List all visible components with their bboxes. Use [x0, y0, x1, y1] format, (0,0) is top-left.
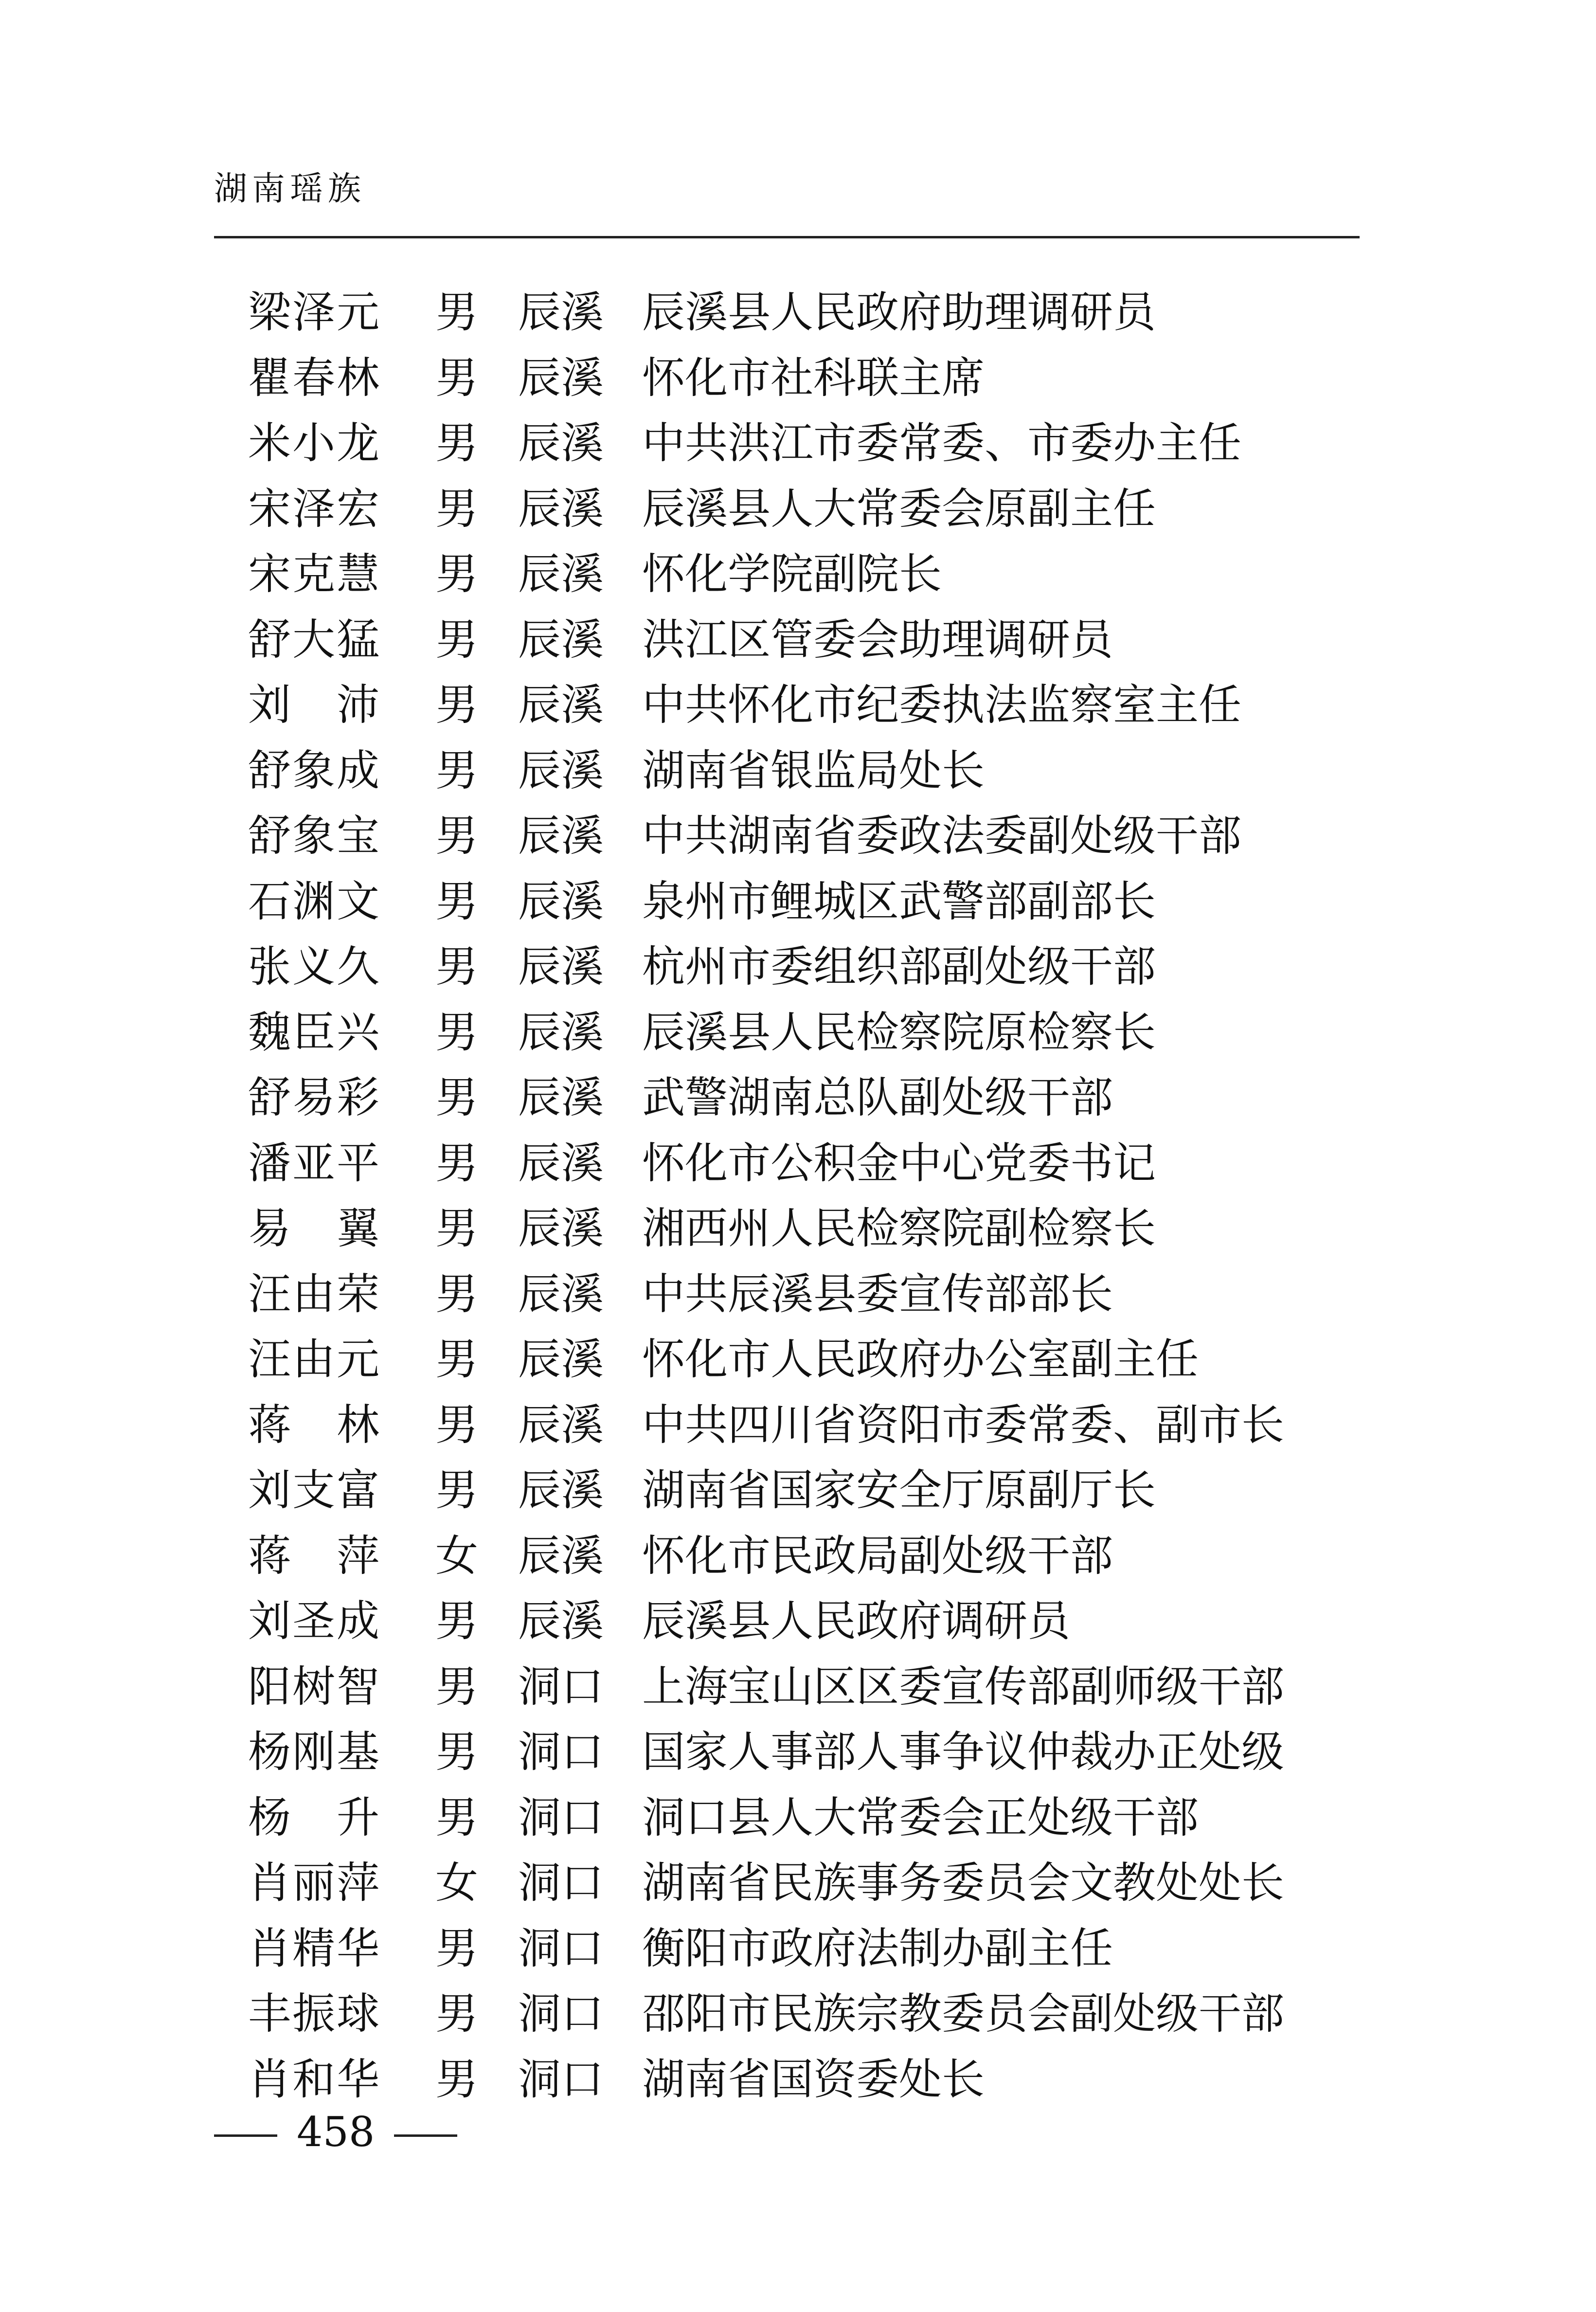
person-gender: 男 — [435, 745, 479, 795]
person-county: 辰溪 — [518, 1399, 604, 1450]
person-name: 蒋 萍 — [248, 1530, 379, 1581]
roster-row — [248, 1392, 1367, 1458]
person-position: 湘西州人民检察院副检察长 — [642, 1203, 1156, 1253]
personnel-roster — [248, 280, 1367, 2112]
person-name: 杨 升 — [248, 1792, 379, 1842]
person-name: 石渊文 — [248, 876, 379, 926]
person-position: 辰溪县人民检察院原检察长 — [642, 1007, 1156, 1057]
header-rule — [214, 236, 1360, 238]
person-name: 杨刚基 — [248, 1727, 379, 1777]
person-county: 洞口 — [518, 1923, 604, 1973]
person-position: 衡阳市政府法制办副主任 — [642, 1923, 1113, 1973]
roster-row — [248, 1654, 1367, 1720]
person-county: 辰溪 — [518, 811, 604, 861]
person-gender: 男 — [435, 1792, 479, 1842]
person-county: 辰溪 — [518, 1334, 604, 1384]
person-position: 国家人事部人事争议仲裁办正处级 — [642, 1727, 1285, 1777]
person-county: 洞口 — [518, 2054, 604, 2104]
person-county: 辰溪 — [518, 745, 604, 795]
person-county: 辰溪 — [518, 483, 604, 534]
folio-left-dash — [214, 2134, 277, 2137]
roster-row — [248, 542, 1367, 607]
roster-row — [248, 1458, 1367, 1523]
person-gender: 男 — [435, 1072, 479, 1122]
person-gender: 男 — [435, 680, 479, 730]
person-county: 辰溪 — [518, 1007, 604, 1057]
person-gender: 男 — [435, 2054, 479, 2104]
roster-row — [248, 1131, 1367, 1196]
person-position: 辰溪县人民政府助理调研员 — [642, 287, 1156, 337]
person-position: 中共辰溪县委宣传部部长 — [642, 1268, 1113, 1319]
person-name: 瞿春林 — [248, 352, 379, 403]
person-position: 洞口县人大常委会正处级干部 — [642, 1792, 1199, 1842]
person-name: 阳树智 — [248, 1661, 379, 1712]
person-gender: 女 — [435, 1858, 479, 1908]
person-name: 汪由元 — [248, 1334, 379, 1384]
person-name: 肖丽萍 — [248, 1858, 379, 1908]
person-county: 洞口 — [518, 1661, 604, 1712]
person-county: 辰溪 — [518, 549, 604, 599]
person-name: 汪由荣 — [248, 1268, 379, 1319]
person-gender: 男 — [435, 1007, 479, 1057]
folio-right-dash — [394, 2134, 457, 2137]
person-county: 洞口 — [518, 1792, 604, 1842]
person-position: 湖南省国资委处长 — [642, 2054, 985, 2104]
roster-row — [248, 1523, 1367, 1589]
person-county: 辰溪 — [518, 614, 604, 665]
person-position: 怀化学院副院长 — [642, 549, 942, 599]
person-county: 洞口 — [518, 1988, 604, 2039]
person-gender: 男 — [435, 1923, 479, 1973]
person-position: 中共四川省资阳市委常委、副市长 — [642, 1399, 1285, 1450]
person-county: 辰溪 — [518, 352, 604, 403]
roster-row — [248, 1262, 1367, 1327]
person-position: 湖南省国家安全厅原副厅长 — [642, 1465, 1156, 1515]
person-county: 辰溪 — [518, 1268, 604, 1319]
person-position: 怀化市人民政府办公室副主任 — [642, 1334, 1199, 1384]
person-gender: 男 — [435, 614, 479, 665]
person-county: 辰溪 — [518, 1072, 604, 1122]
person-position: 武警湖南总队副处级干部 — [642, 1072, 1113, 1122]
person-name: 宋克慧 — [248, 549, 379, 599]
person-county: 辰溪 — [518, 418, 604, 468]
roster-row — [248, 1196, 1367, 1262]
person-position: 怀化市社科联主席 — [642, 352, 985, 403]
person-position: 湖南省银监局处长 — [642, 745, 985, 795]
roster-row — [248, 1065, 1367, 1131]
page-folio — [214, 2108, 457, 2156]
person-name: 张义久 — [248, 941, 379, 992]
person-position: 辰溪县人民政府调研员 — [642, 1596, 1071, 1646]
person-county: 辰溪 — [518, 1203, 604, 1253]
person-position: 中共洪江市委常委、市委办主任 — [642, 418, 1242, 468]
person-name: 蒋 林 — [248, 1399, 379, 1450]
person-county: 辰溪 — [518, 1465, 604, 1515]
roster-row — [248, 2047, 1367, 2113]
roster-row — [248, 738, 1367, 804]
person-name: 丰振球 — [248, 1988, 379, 2039]
person-position: 邵阳市民族宗教委员会副处级干部 — [642, 1988, 1285, 2039]
person-gender: 男 — [435, 1138, 479, 1188]
running-header: 湖南瑶族 — [214, 170, 366, 208]
person-name: 魏臣兴 — [248, 1007, 379, 1057]
person-gender: 男 — [435, 287, 479, 337]
roster-row — [248, 1000, 1367, 1066]
roster-row — [248, 1589, 1367, 1654]
roster-row — [248, 280, 1367, 345]
person-name: 刘圣成 — [248, 1596, 379, 1646]
person-name: 舒象成 — [248, 745, 379, 795]
roster-row — [248, 476, 1367, 542]
roster-row — [248, 345, 1367, 411]
person-county: 辰溪 — [518, 680, 604, 730]
roster-row — [248, 934, 1367, 1000]
person-position: 泉州市鲤城区武警部副部长 — [642, 876, 1156, 926]
person-name: 易 翼 — [248, 1203, 379, 1253]
person-gender: 男 — [435, 1661, 479, 1712]
person-county: 洞口 — [518, 1727, 604, 1777]
person-name: 潘亚平 — [248, 1138, 379, 1188]
person-position: 湖南省民族事务委员会文教处处长 — [642, 1858, 1285, 1908]
person-gender: 男 — [435, 1465, 479, 1515]
person-county: 洞口 — [518, 1858, 604, 1908]
roster-row — [248, 1916, 1367, 1982]
person-gender: 男 — [435, 1399, 479, 1450]
person-county: 辰溪 — [518, 1138, 604, 1188]
person-position: 中共湖南省委政法委副处级干部 — [642, 811, 1242, 861]
person-name: 米小龙 — [248, 418, 379, 468]
person-county: 辰溪 — [518, 876, 604, 926]
person-gender: 男 — [435, 352, 479, 403]
person-gender: 男 — [435, 418, 479, 468]
person-gender: 男 — [435, 1988, 479, 2039]
roster-row — [248, 672, 1367, 738]
person-position: 怀化市公积金中心党委书记 — [642, 1138, 1156, 1188]
person-name: 舒象宝 — [248, 811, 379, 861]
person-name: 刘 沛 — [248, 680, 379, 730]
person-gender: 男 — [435, 1334, 479, 1384]
person-name: 肖精华 — [248, 1923, 379, 1973]
person-gender: 女 — [435, 1530, 479, 1581]
person-gender: 男 — [435, 1596, 479, 1646]
roster-row — [248, 869, 1367, 935]
person-position: 怀化市民政局副处级干部 — [642, 1530, 1113, 1581]
person-gender: 男 — [435, 1268, 479, 1319]
person-name: 刘支富 — [248, 1465, 379, 1515]
person-gender: 男 — [435, 1727, 479, 1777]
person-county: 辰溪 — [518, 287, 604, 337]
person-position: 中共怀化市纪委执法监察室主任 — [642, 680, 1242, 730]
person-gender: 男 — [435, 483, 479, 534]
person-gender: 男 — [435, 876, 479, 926]
person-county: 辰溪 — [518, 1596, 604, 1646]
person-county: 辰溪 — [518, 941, 604, 992]
roster-row — [248, 411, 1367, 476]
person-gender: 男 — [435, 549, 479, 599]
person-name: 宋泽宏 — [248, 483, 379, 534]
roster-row — [248, 1850, 1367, 1916]
roster-row — [248, 1327, 1367, 1392]
person-county: 辰溪 — [518, 1530, 604, 1581]
person-name: 肖和华 — [248, 2054, 379, 2104]
roster-row — [248, 1981, 1367, 2047]
person-name: 舒大猛 — [248, 614, 379, 665]
roster-row — [248, 803, 1367, 869]
person-name: 梁泽元 — [248, 287, 379, 337]
person-position: 上海宝山区区委宣传部副师级干部 — [642, 1661, 1285, 1712]
person-name: 舒易彩 — [248, 1072, 379, 1122]
page-number: 458 — [297, 2108, 375, 2156]
person-position: 杭州市委组织部副处级干部 — [642, 941, 1156, 992]
person-position: 洪江区管委会助理调研员 — [642, 614, 1113, 665]
roster-row — [248, 607, 1367, 673]
person-gender: 男 — [435, 811, 479, 861]
person-gender: 男 — [435, 941, 479, 992]
roster-row — [248, 1719, 1367, 1785]
roster-row — [248, 1785, 1367, 1851]
person-gender: 男 — [435, 1203, 479, 1253]
person-position: 辰溪县人大常委会原副主任 — [642, 483, 1156, 534]
